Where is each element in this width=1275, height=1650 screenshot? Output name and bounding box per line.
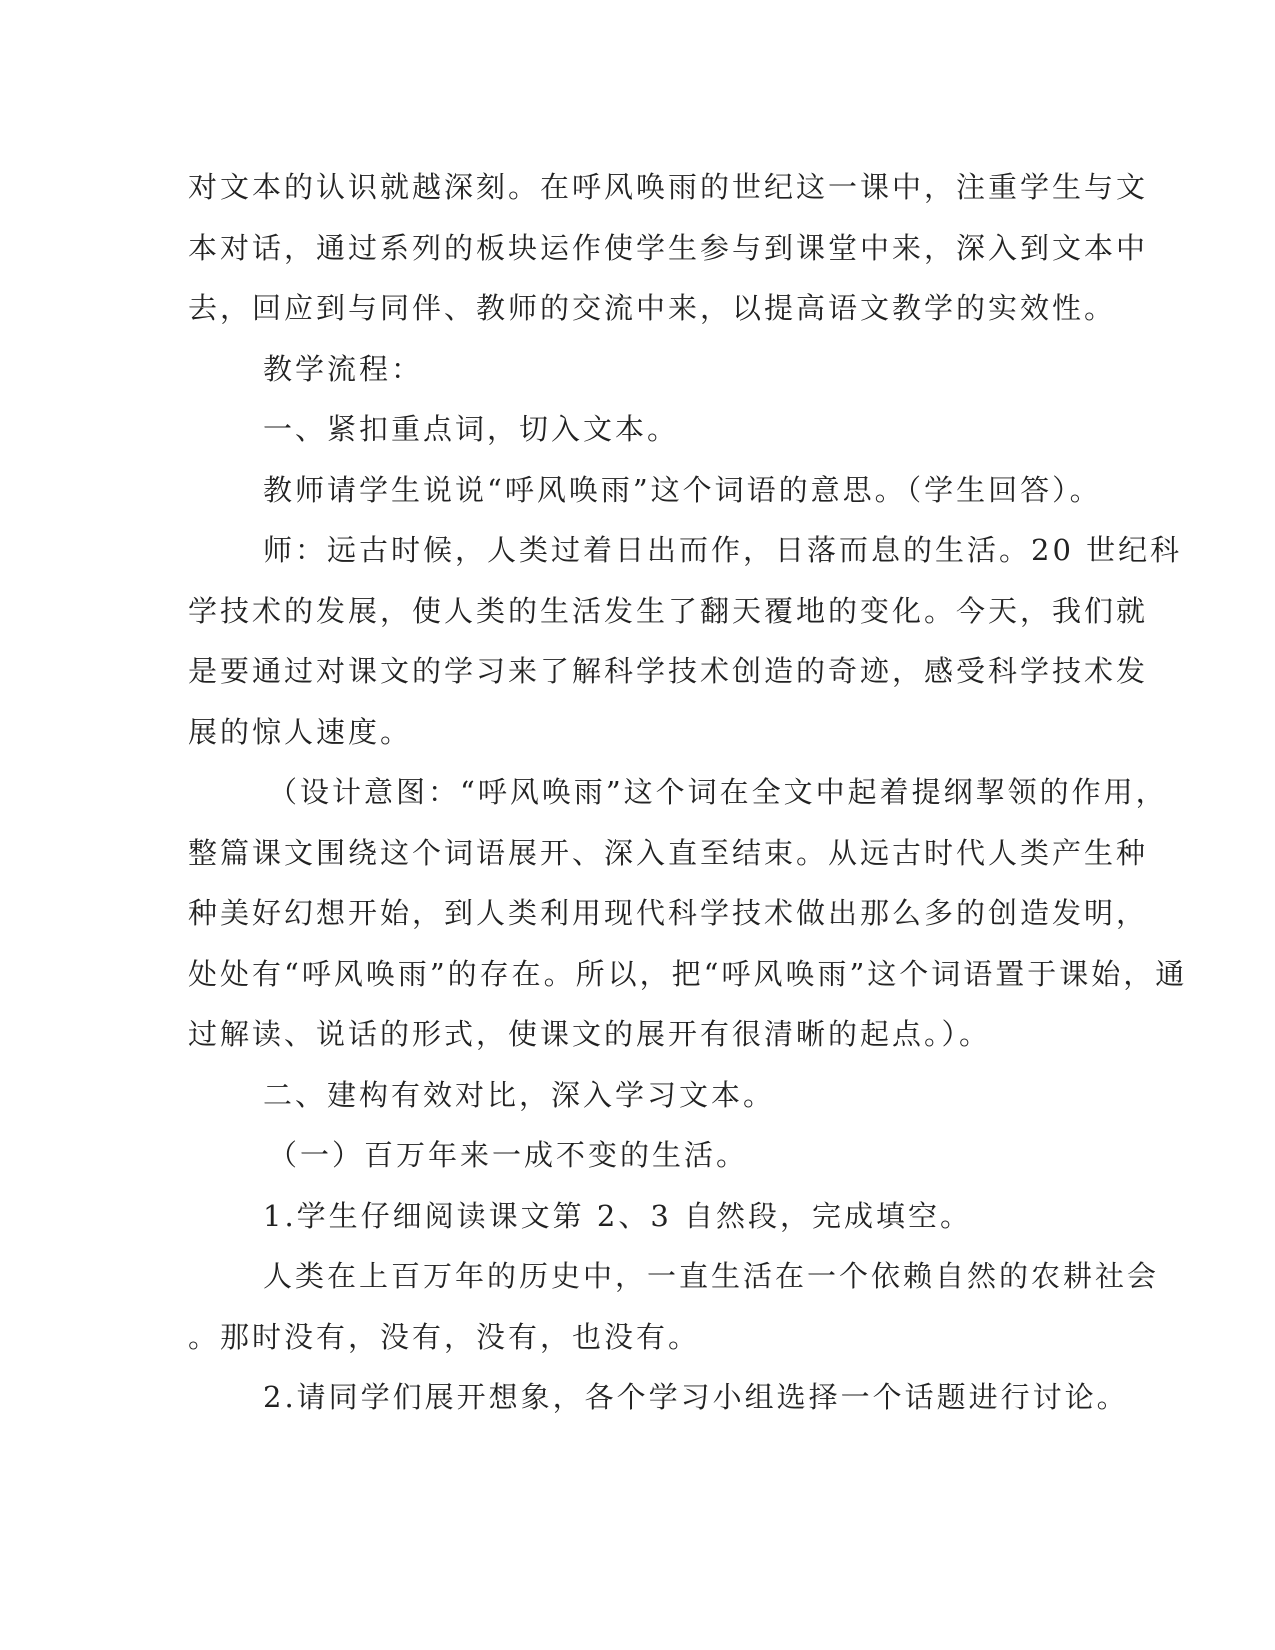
body-line: 去，回应到与同伴、教师的交流中来，以提高语文教学的实效性。 — [188, 291, 1117, 325]
body-line: 本对话，通过系列的板块运作使学生参与到课堂中来，深入到文本中 — [188, 230, 1149, 265]
body-line: 学技术的发展，使人类的生活发生了翻天覆地的变化。今天，我们就 — [188, 593, 1149, 628]
body-line: 是要通过对课文的学习来了解科学技术创造的奇迹，感受科学技术发 — [188, 654, 1149, 688]
list-item: 1.学生仔细阅读课文第 2、3 自然段，完成填空。 — [263, 1198, 973, 1233]
section-heading: 二、建构有效对比，深入学习文本。 — [263, 1077, 776, 1112]
body-line: 种美好幻想开始，到人类利用现代科学技术做出那么多的创造发明， — [188, 896, 1149, 930]
body-line: 教师请学生说说“呼风唤雨”这个词语的意思。（学生回答）。 — [263, 472, 1102, 507]
body-line: 处处有“呼风唤雨”的存在。所以，把“呼风唤雨”这个词语置于课始，通 — [188, 956, 1188, 991]
section-heading: 一、紧扣重点词，切入文本。 — [263, 412, 680, 446]
subsection-heading: （一）百万年来一成不变的生活。 — [268, 1138, 749, 1172]
body-line: 整篇课文围绕这个词语展开、深入直至结束。从远古时代人类产生种 — [188, 835, 1149, 870]
body-line: 师：远古时候，人类过着日出而作，日落而息的生活。20 世纪科 — [263, 533, 1183, 567]
body-line: 展的惊人速度。 — [188, 714, 413, 749]
design-intent-note: （设计意图：“呼风唤雨”这个词在全文中起着提纲挈领的作用， — [268, 775, 1168, 809]
document-body — [188, 157, 1188, 1428]
body-line: 对文本的认识就越深刻。在呼风唤雨的世纪这一课中，注重学生与文 — [188, 170, 1149, 204]
section-heading: 教学流程： — [263, 351, 424, 386]
body-line: 。那时没有，没有，没有，也没有。 — [188, 1319, 701, 1354]
body-line: 过解读、说话的形式，使课文的展开有很清晰的起点。）。 — [188, 1017, 992, 1051]
body-line: 人类在上百万年的历史中，一直生活在一个依赖自然的农耕社会 — [263, 1259, 1160, 1293]
list-item: 2.请同学们展开想象，各个学习小组选择一个话题进行讨论。 — [263, 1380, 1129, 1414]
